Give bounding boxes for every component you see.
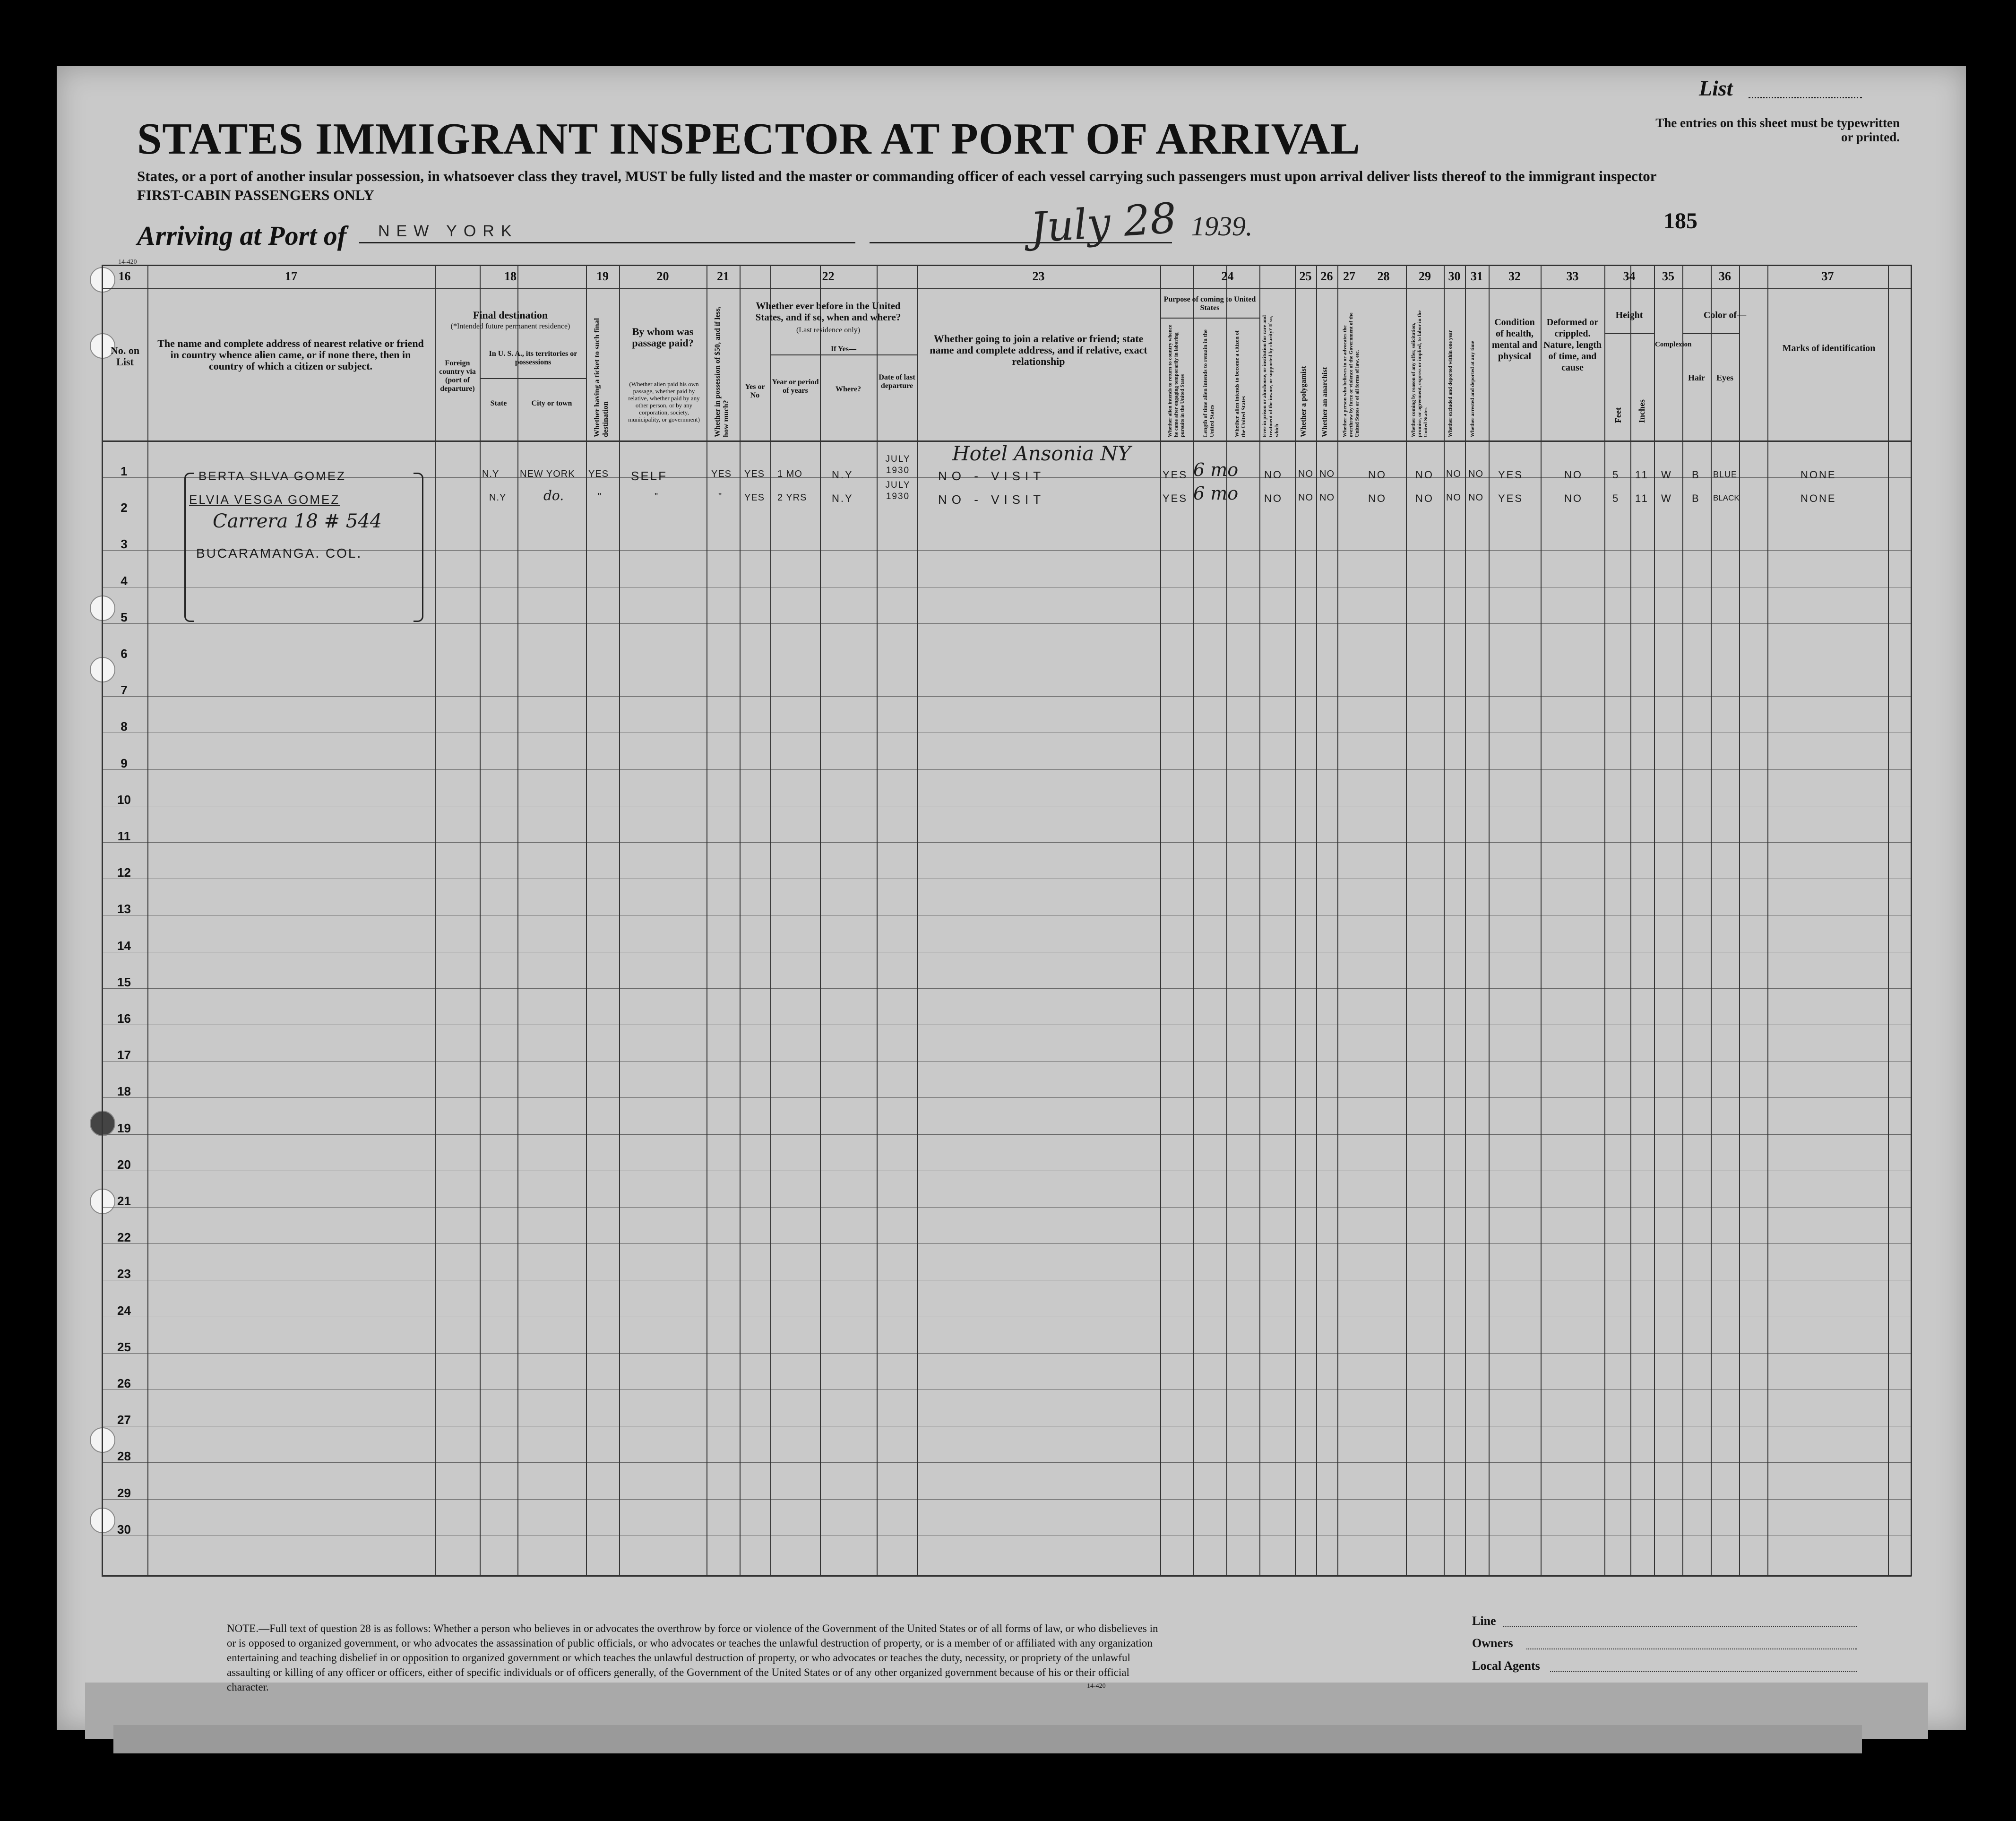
col-line [917,265,918,1576]
port-value: NEW YORK [378,222,518,240]
header-deformed: Deformed or crippled. Nature, length of time, and cause [1543,317,1602,373]
header-if-yes: If Yes— [830,345,857,353]
arrested-2: NO [1468,492,1483,503]
col-line [1295,265,1296,1576]
row-number: 3 [121,537,128,552]
col-line [1654,265,1655,1576]
col-line [1541,265,1542,1576]
cabin-class-label: FIRST-CABIN PASSENGERS ONLY [137,187,374,203]
col-line [820,265,821,1576]
col-number: 36 [1719,269,1731,283]
header-feet: Feet [1613,407,1623,423]
period-2: 2 YRS [777,492,807,503]
row-number: 10 [117,792,131,807]
time-1: 6 mo [1193,459,1239,480]
paid-by-1: SELF [631,469,668,483]
header-advocate: Whether a person who believes in or advocates the overthrow by force or violence of the Government of the United States or of all forms of law, etc. [1342,312,1360,437]
row-number: 15 [117,975,131,989]
row-number: 9 [121,756,128,770]
form-code: 14-420 [118,259,137,266]
health-1: YES [1498,469,1524,481]
where-1: N.Y [832,469,853,481]
row-line [102,1462,1912,1463]
header-excluded: Whether excluded and deported within one year [1447,330,1453,437]
col-number: 34 [1623,269,1636,283]
row-line [102,769,1912,770]
header-join-relative: Whether going to join a relative or friend; state name and complete address, and if relative, exact relationship [930,333,1147,367]
header-color: Color of— [1703,310,1747,320]
row-number: 20 [117,1157,131,1172]
row-number: 30 [117,1522,131,1536]
list-label: List [1699,76,1733,100]
join-2: NO - VISIT [938,492,1046,507]
header-foreign-country: Foreign country via (port of departure) [439,359,476,393]
header-ever-before: Whether ever before in the United States, and if so, when and where? [755,300,901,323]
ticket-2: " [598,492,603,502]
state-1: N.Y [482,469,500,479]
col-line [1337,265,1338,1576]
prison-2: NO [1264,492,1283,504]
owners-signature-line [1526,1648,1857,1649]
row-number: 7 [121,683,128,698]
purpose-2: YES [1163,492,1188,504]
col-number: 31 [1471,269,1483,283]
col-line [1767,265,1768,1576]
header-arrested: Whether arrested and deported at any time [1470,341,1475,437]
row-number: 2 [121,501,128,515]
before-2: YES [744,492,765,503]
col-number: 17 [285,269,297,283]
row-number: 17 [117,1048,131,1062]
where-2: N.Y [832,492,853,504]
col-line [1489,265,1490,1576]
row-number: 18 [117,1084,131,1099]
header-fifty-dollars: Whether in possession of $50, and if less, how much? [714,306,730,437]
row-number: 21 [117,1194,131,1208]
col-line [435,265,436,1576]
header-state: State [490,399,507,407]
row-line [102,696,1912,697]
col-line [586,265,587,1576]
header-polygamist: Whether a polygamist [1300,366,1308,437]
row-number: 13 [117,902,131,916]
row-line [102,988,1912,989]
header-purpose-length: Length of time alien intends to remain in the United States [1202,329,1215,437]
header-yes-no: Yes or No [745,383,765,399]
row-line [102,842,1912,843]
question-28-note: NOTE.—Full text of question 28 is as follows: Whether a person who believes in or advocates the overthrow by force or violence of the Government of the United States or of all forms of law, or who disbelieves in or is opposed to organized government, or who advocates the assassination of public officials, or who advocates or teaches the unlawful destruction of property, or is a member of or affiliated with any organization entertaining and teaching disbelief in or opposition to organized government or which teaches the unlawful destruction of property, or who advocates or teaches the duty, necessity, or propriety of the unlawful assaulting or killing of any officer or officers, either of specific individuals or of officers generally, of the Government of the United States or of any other organized government because of his or their official character. [227,1623,1158,1693]
paid-by-2: " [655,492,660,502]
row-number: 11 [117,829,131,843]
relative-name-1: BERTA SILVA GOMEZ [198,469,346,483]
col-line [619,265,620,1576]
col-line [1888,265,1889,1576]
money-1: YES [711,469,732,479]
page-title: STATES IMMIGRANT INSPECTOR AT PORT OF ARRIVAL [137,114,1361,164]
time-2: 6 mo [1193,483,1239,504]
hair-1: B [1692,469,1700,481]
header-complexion: Complexion [1655,341,1692,348]
col-line [740,265,741,1576]
arriving-label: Arriving at Port of [137,220,347,251]
row-number: 25 [117,1339,131,1354]
header-prison: Ever in prison or almshouse, or institution for care and treatment of the insane, or supported by charity? If so, which [1262,315,1280,437]
col-number: 35 [1662,269,1674,283]
city-2: do. [543,488,564,503]
excluded-1: NO [1446,469,1461,479]
join-1: NO - VISIT [938,469,1046,483]
before-1: YES [744,469,765,479]
marks-1: NONE [1801,469,1836,481]
header-hair: Hair [1688,373,1705,382]
row-number: 24 [117,1303,131,1318]
row-line [102,623,1912,624]
departure-2: JULY 1930 [885,480,911,501]
arrival-date: July 28 [1028,193,1178,252]
row-line [102,1207,1912,1208]
row-number: 16 [117,1011,131,1026]
row-number: 8 [121,719,128,734]
row-number: 26 [117,1376,131,1390]
col-line [1711,265,1712,1576]
col-line [147,265,148,1576]
row-number: 29 [117,1485,131,1500]
marks-2: NONE [1801,492,1836,504]
col-number: 37 [1821,269,1834,283]
owners-label: Owners [1472,1636,1513,1650]
header-in-usa: In U. S. A., its territories or possessions [489,350,577,366]
feet-2: 5 [1612,492,1620,504]
relative-name-2: ELVIA VESGA GOMEZ [189,492,340,507]
eyes-2: BLACK [1713,493,1740,502]
subheader-line [480,378,586,379]
row-line [102,1134,1912,1135]
row-number: 22 [117,1230,131,1245]
relative-address-street: Carrera 18 # 544 [213,510,382,532]
hair-2: B [1692,492,1700,504]
row-line [102,1353,1912,1354]
subheader-line [1604,333,1654,334]
arrival-year: 1939. [1191,211,1253,242]
header-where: Where? [836,385,861,393]
col-line [1604,265,1605,1576]
departure-1: JULY 1930 [885,454,911,475]
col-line [1911,265,1912,1576]
row-number: 27 [117,1413,131,1427]
col-number: 21 [717,269,729,283]
arrested-1: NO [1468,469,1483,479]
subheader-line [1682,333,1739,334]
col-number: 25 [1299,269,1312,283]
header-purpose-return: Whether alien intends to return to country whence he came after engaging temporarily in laboring pursuits in the United States [1167,325,1185,437]
header-passage-paid-sub: (Whether alien paid his own passage, whether paid by relative, whether paid by any other person, or by any corporation, society, municipality, or government) [628,380,700,423]
row-number: 14 [117,938,131,953]
page-number: 185 [1663,208,1697,233]
table-bottom-border [102,1575,1912,1577]
subheader-line [1160,318,1259,319]
line-signature-line [1503,1626,1857,1627]
header-eyes: Eyes [1716,373,1733,382]
col-number: 29 [1419,269,1431,283]
col-number: 16 [118,269,131,283]
col-line [480,265,481,1576]
col-line [1465,265,1466,1576]
join-note-1: Hotel Ansonia NY [952,442,1131,465]
advocate-1: NO [1368,469,1387,481]
sheet-edge [113,1725,1862,1753]
col-number: 26 [1320,269,1333,283]
relative-bracket [414,473,423,622]
money-2: " [718,492,724,502]
col-line [1406,265,1407,1576]
row-number: 5 [121,610,128,624]
header-marks: Marks of identification [1782,343,1876,354]
port-line [359,242,855,243]
col-number: 23 [1032,269,1045,283]
offer-2: NO [1415,492,1434,504]
row-line [102,1499,1912,1500]
feet-1: 5 [1612,469,1620,481]
col-line [770,265,771,1576]
header-no-on-list: No. on List [110,345,140,368]
col-line [706,265,707,1576]
subheader-line [770,354,917,355]
header-city: City or town [531,399,572,407]
col-number: 24 [1221,269,1234,283]
inches-2: 11 [1635,492,1649,504]
entries-note: The entries on this sheet must be typewritten or printed. [1655,116,1900,144]
header-final-destination: Final destination [473,309,548,321]
row-line [102,550,1912,551]
row-number: 23 [117,1267,131,1281]
state-2: N.Y [489,492,507,503]
agents-label: Local Agents [1472,1659,1540,1673]
page-subtitle: States, or a port of another insular possession, in whatsoever class they travel, MUST be fully listed and the master or commanding officer of each vessel carrying such passengers must upon arrival deliver lists thereof to the immigrant inspector [137,168,1657,184]
ticket-1: YES [588,469,609,479]
health-2: YES [1498,492,1524,504]
col-number: 27 [1343,269,1355,283]
footer-form-code: 14-420 [1087,1683,1106,1690]
row-number: 4 [121,573,128,588]
col-line [517,265,518,1576]
period-1: 1 MO [777,469,802,479]
complexion-1: W [1661,469,1672,481]
header-ticket: Whether having a ticket to such final destination [593,318,610,437]
row-line [102,1389,1912,1390]
polygamist-1: NO [1298,469,1313,479]
purpose-1: YES [1163,469,1188,481]
prison-1: NO [1264,469,1283,481]
row-number: 6 [121,647,128,661]
inches-1: 11 [1635,469,1649,481]
header-period: Year or period of years [772,378,819,395]
header-purpose-citizen: Whether alien intends to become a citizen of the United States [1233,330,1247,437]
col-number: 19 [596,269,609,283]
header-relative-address: The name and complete address of nearest relative or friend in country whence alien came, or if none there, then in country of which a citizen or subject. [157,337,424,372]
col-number: 30 [1448,269,1461,283]
row-number: 19 [117,1121,131,1135]
header-passage-paid: By whom was passage paid? [632,326,694,349]
col-number: 28 [1377,269,1390,283]
row-number: 1 [121,464,128,478]
deformed-1: NO [1564,469,1583,481]
excluded-2: NO [1446,492,1461,503]
row-line [102,1061,1912,1062]
col-line [1160,265,1161,1576]
line-label: Line [1472,1614,1496,1628]
polygamist-2: NO [1298,492,1313,503]
header-height: Height [1615,310,1643,320]
header-inches: Inches [1637,399,1646,423]
row-line [102,1097,1912,1098]
col-line [877,265,878,1576]
col-number: 20 [656,269,669,283]
anarchist-2: NO [1319,492,1335,503]
header-health: Condition of health, mental and physical [1491,317,1538,362]
list-number-line [1749,97,1862,98]
relative-address-city: BUCARAMANGA. COL. [196,546,362,561]
manifest-table [102,265,1912,1576]
deformed-2: NO [1564,492,1583,504]
advocate-2: NO [1368,492,1387,504]
col-number: 33 [1566,269,1579,283]
complexion-2: W [1661,492,1672,504]
header-ever-before-sub: (Last residence only) [796,326,861,334]
row-number: 28 [117,1449,131,1464]
header-offer: Whether coming by reason of any offer, solicitation, promise, or agreement, express or implied, to labor in the United States [1411,310,1429,437]
col-line [1739,265,1740,1576]
header-anarchist: Whether an anarchist [1321,367,1329,437]
col-line [1259,265,1260,1576]
city-1: NEW YORK [520,469,575,479]
column-number-row-line [102,288,1912,289]
col-number: 18 [504,269,517,283]
eyes-1: BLUE [1713,470,1738,479]
header-final-destination-sub: (*Intended future permanent residence) [450,322,570,330]
row-number: 12 [117,865,131,880]
header-last-departure: Date of last departure [879,373,915,390]
table-top-border [102,265,1912,266]
col-line [1682,265,1683,1576]
agents-signature-line [1550,1671,1857,1672]
anarchist-1: NO [1319,469,1335,479]
col-line [1316,265,1317,1576]
offer-1: NO [1415,469,1434,481]
col-line [1444,265,1445,1576]
row-line [102,1243,1912,1244]
col-number: 22 [822,269,835,283]
header-purpose: Purpose of coming to United States [1163,295,1256,312]
col-line [1630,265,1631,1576]
col-number: 32 [1508,269,1521,283]
